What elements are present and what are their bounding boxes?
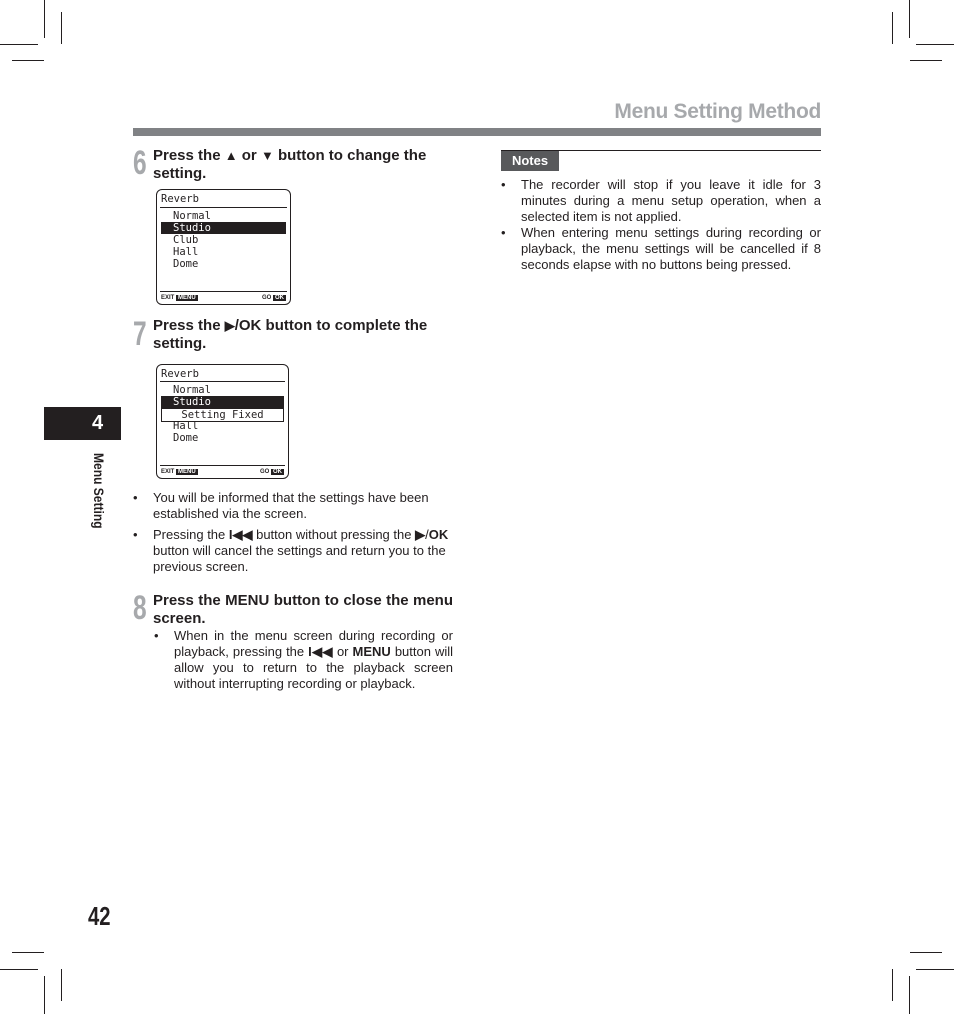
crop-mark: [44, 0, 45, 38]
down-arrow-icon: ▼: [260, 148, 274, 163]
note-item: • When entering menu settings during recording or playback, the menu settings will be cancelled if 8 seconds elapse with no buttons being pressed.: [501, 225, 821, 272]
skip-back-icon: I◀◀: [308, 644, 333, 659]
setting-fixed-popup: Setting Fixed: [161, 408, 284, 422]
play-arrow-icon: ▶: [224, 318, 235, 333]
crop-mark: [44, 976, 45, 1014]
menu-option: Normal: [173, 210, 211, 222]
crop-mark: [12, 60, 44, 61]
crop-mark: [892, 969, 893, 1001]
menu-option: Club: [173, 234, 199, 246]
menu-option-selected: Studio: [161, 396, 284, 408]
up-arrow-icon: ▲: [224, 148, 238, 163]
page-number: 42: [88, 901, 111, 931]
crop-mark: [61, 969, 62, 1001]
screen-footer-exit: EXIT MENU: [161, 295, 196, 301]
crop-mark: [910, 952, 942, 953]
device-screen-reverb-select: [156, 189, 291, 305]
menu-option: Normal: [173, 384, 211, 396]
bullet-item: • You will be informed that the settings have been established via the screen.: [133, 490, 429, 521]
menu-label: MENU: [352, 644, 391, 659]
screen-title: Reverb: [161, 368, 199, 380]
step-7-bullets: [133, 490, 453, 575]
play-arrow-icon: ▶: [415, 527, 426, 542]
step-8-instruction: Press the MENU button to close the menu screen.: [153, 592, 453, 627]
step-6-instruction: Press the ▲ or ▼ button to change the setting.: [153, 147, 427, 182]
chapter-tab: [44, 407, 121, 440]
menu-option: Dome: [173, 258, 199, 270]
crop-mark: [61, 12, 62, 44]
header-rule: [133, 128, 821, 136]
menu-label: MENU: [225, 592, 270, 609]
section-title: Menu Setting Method: [614, 100, 821, 123]
crop-mark: [910, 60, 942, 61]
crop-mark: [892, 12, 893, 44]
step-number: 8: [133, 589, 147, 627]
crop-mark: [0, 969, 38, 970]
screen-divider: [160, 381, 285, 382]
step-number: 6: [133, 144, 147, 182]
screen-title: Reverb: [161, 193, 199, 205]
crop-mark: [909, 0, 910, 38]
menu-option: Hall: [173, 420, 199, 432]
step-number: 7: [133, 315, 147, 353]
screen-divider: [160, 465, 285, 466]
notes-label: Notes: [501, 151, 559, 171]
crop-mark: [909, 976, 910, 1014]
bullet-item: • Pressing the I◀◀ button without pressing the ▶/OK button will cancel the settings and return you to the previous screen.: [133, 527, 449, 574]
step-7-instruction: Press the ▶/OK button to complete the setting.: [153, 317, 428, 352]
menu-option: Hall: [173, 246, 199, 258]
note-item: • The recorder will stop if you leave it idle for 3 minutes during a menu setup operation, when a selected item is not applied.: [501, 177, 821, 224]
crop-mark: [12, 952, 44, 953]
crop-mark: [916, 44, 954, 45]
skip-back-icon: I◀◀: [228, 527, 253, 542]
step-8-bullets: [154, 628, 453, 692]
screen-footer-go: GO OK: [261, 295, 284, 301]
notes-list: [501, 177, 821, 273]
chapter-label: Menu Setting: [91, 453, 107, 529]
menu-option: Dome: [173, 432, 199, 444]
crop-mark: [0, 44, 38, 45]
screen-footer-go: GO OK: [259, 469, 282, 475]
bullet-item: • When in the menu screen during recording or playback, pressing the I◀◀ or MENU button will allow you to return to the playback screen without interrupting recording or playback.: [154, 628, 454, 691]
crop-mark: [916, 969, 954, 970]
screen-divider: [160, 291, 287, 292]
menu-option-selected: Studio: [161, 222, 286, 234]
ok-label: OK: [238, 317, 262, 334]
ok-label: OK: [428, 527, 449, 542]
chapter-number: 4: [92, 412, 104, 434]
screen-divider: [160, 207, 287, 208]
screen-footer-exit: EXIT MENU: [161, 469, 196, 475]
device-screen-setting-fixed: [156, 364, 289, 479]
